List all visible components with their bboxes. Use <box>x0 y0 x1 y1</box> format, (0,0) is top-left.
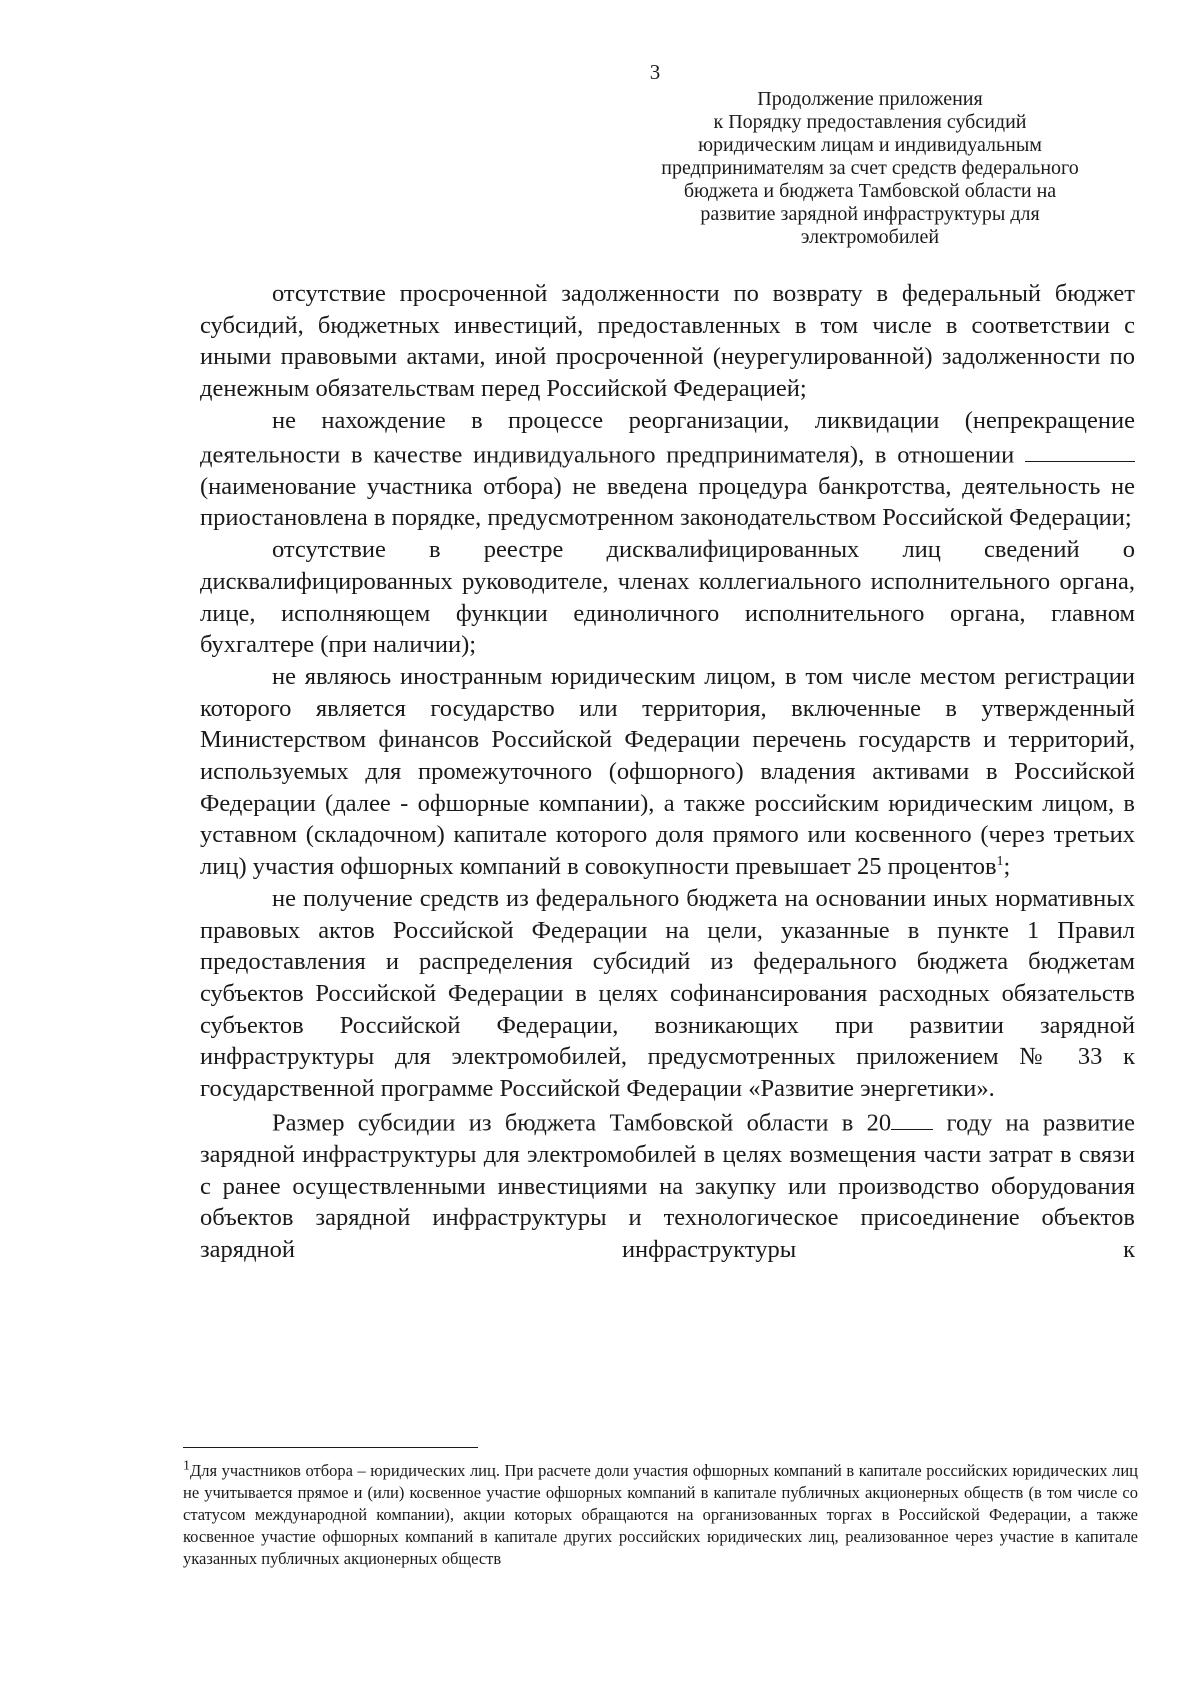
annex-header-line: предпринимателям за счет средств федерального <box>661 157 1079 179</box>
annex-header-line: Продолжение приложения <box>757 88 983 110</box>
footnote-text: Для участников отбора – юридических лиц. При расчете доли участия офшорных компаний в капитале российских юридических лиц не учитывается прямое и (или) косвенное участие офшорных компаний в капитале публичных акционерных обществ (в том числе со статусом международной компании), акции которых обращаются на организованных торгах в Российской Федерации, а также косвенное участие офшорных компаний в капитале других российских юридических лиц, реализованное через участие в капитале указанных публичных акционерных обществ <box>183 1461 1138 1568</box>
paragraph-subsidy-end: году на развитие зарядной инфраструктуры для электромобилей в целях возмещения части затрат в связи с ранее осуществленными инвестициями на закупку или производство оборудования объектов зарядной инфраструктуры и технологическое присоединение объектов зарядной инфраструктуры к <box>200 1109 1136 1264</box>
paragraph-debt: отсутствие просроченной задолженности по возврату в федеральный бюджет субсидий, бюджетных инвестиций, предоставленных в том числе в соответствии с иными правовыми актами, иной просроченной (неурегулированной) задолженности по денежным обязательствам перед Российской Федерацией; <box>200 280 1135 403</box>
annex-header-line: к Порядку предоставления субсидий <box>713 111 1027 133</box>
footnote-reference: 1 <box>996 854 1004 869</box>
year-blank <box>891 1105 933 1131</box>
footnote-marker: 1 <box>183 1458 190 1474</box>
page-number: 3 <box>649 60 661 84</box>
paragraph-offshore-text: не являюсь иностранным юридическим лицом, в том числе местом регистрации которого является государство или территория, включенные в утвержденный Министерством финансов Российской Федерации перечень государств и территорий, используемых для промежуточного (офшорного) владения активами в Российской Федерации (далее - офшорные компании), а также российским юридическим лицом, в уставном (складочном) капитале которого доля прямого или косвенного (через третьих лиц) участия офшорных компаний в совокупности превышает 25 процентов <box>200 662 1135 881</box>
participant-name-blank <box>1025 437 1135 463</box>
footnote-divider <box>183 1447 478 1448</box>
paragraph-reorganization-end: (наименование участника отбора) не введена процедура банкротства, деятельность не приостановлена в порядке, предусмотренном законодательством Российской Федерации; <box>200 472 1135 532</box>
paragraph-reorganization-start: не нахождение в процессе реорганизации, ликвидации (непрекращение деятельности в качестве индивидуального предпринимателя), в отношении <box>200 406 1135 469</box>
paragraph-disqualified: отсутствие в реестре дисквалифицированных лиц сведений о дисквалифицированных руководителе, членах коллегиального исполнительного органа, лице, исполняющем функции единоличного исполнительного органа, главном бухгалтере (при наличии); <box>200 536 1135 659</box>
paragraph-reorganization <box>200 405 1135 534</box>
paragraph-subsidy-size <box>200 1105 1135 1266</box>
annex-header-line: развитие зарядной инфраструктуры для <box>700 203 1040 225</box>
paragraph-offshore <box>200 661 1135 883</box>
paragraph-federal-funds: не получение средств из федерального бюджета на основании иных нормативных правовых актов Российской Федерации на цели, указанные в пункте 1 Правил предоставления и распределения субсидий из федерального бюджета бюджетам субъектов Российской Федерации в целях софинансирования расходных обязательств субъектов Российской Федерации, возникающих при развитии зарядной инфраструктуры для электромобилей, предусмотренных приложением № 33 к государственной программе Российской Федерации «Развитие энергетики». <box>200 884 1135 1103</box>
document-body <box>200 278 1135 1266</box>
annex-header <box>625 88 1115 249</box>
annex-header-line: юридическим лицам и индивидуальным <box>698 134 1042 156</box>
footnote <box>183 1460 1138 1570</box>
paragraph-subsidy-start: Размер субсидии из бюджета Тамбовской области в 20 <box>272 1109 892 1137</box>
paragraph-offshore-end: ; <box>1003 853 1011 881</box>
annex-header-line: электромобилей <box>800 226 940 248</box>
annex-header-line: бюджета и бюджета Тамбовской области на <box>683 180 1057 202</box>
